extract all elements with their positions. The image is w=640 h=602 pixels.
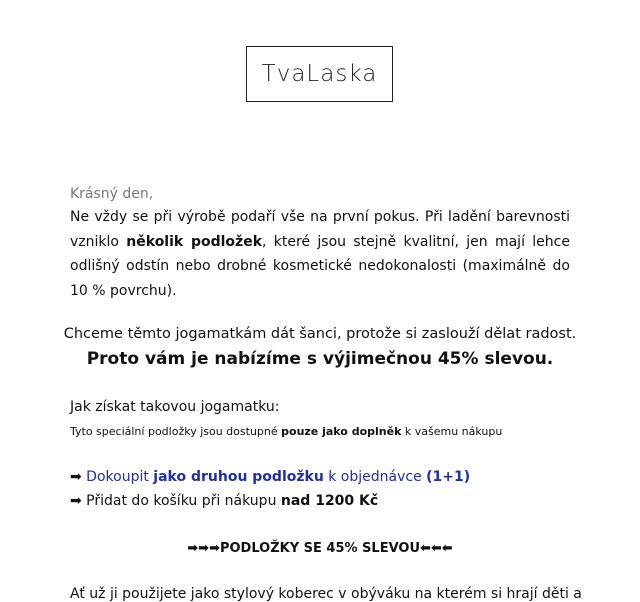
chance-text: Chceme těmto jogamatkám dát šanci, protože si zaslouží dělat radost. xyxy=(63,326,577,342)
intro-text-1: Ne vždy se při výrobě podaří vše na první pokus. Při ladění barevnosti vzniklo xyxy=(70,209,570,250)
option2-bold: nad 1200 Kč xyxy=(280,493,379,509)
intro-paragraph xyxy=(70,205,570,303)
note-text-1: Tyto speciální podložky jsou dostupné xyxy=(70,425,282,438)
arrow-icon: ➡ xyxy=(70,493,82,509)
option1-text-c[interactable]: k objednávce xyxy=(323,469,427,485)
greeting: Krásný den, xyxy=(70,186,154,202)
intro-bold: několik podložek xyxy=(126,233,263,250)
option-add-to-cart xyxy=(70,493,378,509)
option-add-second-mat[interactable] xyxy=(70,469,470,485)
arrow-icon: ➡ xyxy=(70,469,82,485)
option2-text: Přidat do košíku při nákupu xyxy=(81,493,281,509)
intro-text-2: , které jsou stejně kvalitní, jen mají lehce odlišný odstín nebo drobné kosmetické nedokonalosti (maximálně do 10 % povrchu). xyxy=(70,233,570,299)
footer-paragraph: Ať už ji použijete jako stylový koberec v obýváku na kterém si hrají děti a xyxy=(70,586,582,602)
note-text-2: k vašemu nákupu xyxy=(401,425,503,438)
option1-bold[interactable]: (1+1) xyxy=(426,469,471,485)
availability-note xyxy=(70,425,502,438)
discount-banner-link[interactable]: ➡➡➡PODLOŽKY SE 45% SLEVOU⬅⬅⬅ xyxy=(187,541,453,556)
discount-headline: Proto vám je nabízíme s výjimečnou 45% slevou. xyxy=(86,349,554,369)
logo[interactable] xyxy=(246,46,393,102)
note-bold: pouze jako doplněk xyxy=(281,425,402,438)
option1-text-a[interactable]: Dokoupit xyxy=(81,469,154,485)
logo-text: TvaLaska xyxy=(261,61,378,87)
how-to-question: Jak získat takovou jogamatku: xyxy=(70,399,280,415)
option1-link[interactable]: jako druhou podložku xyxy=(153,469,324,485)
